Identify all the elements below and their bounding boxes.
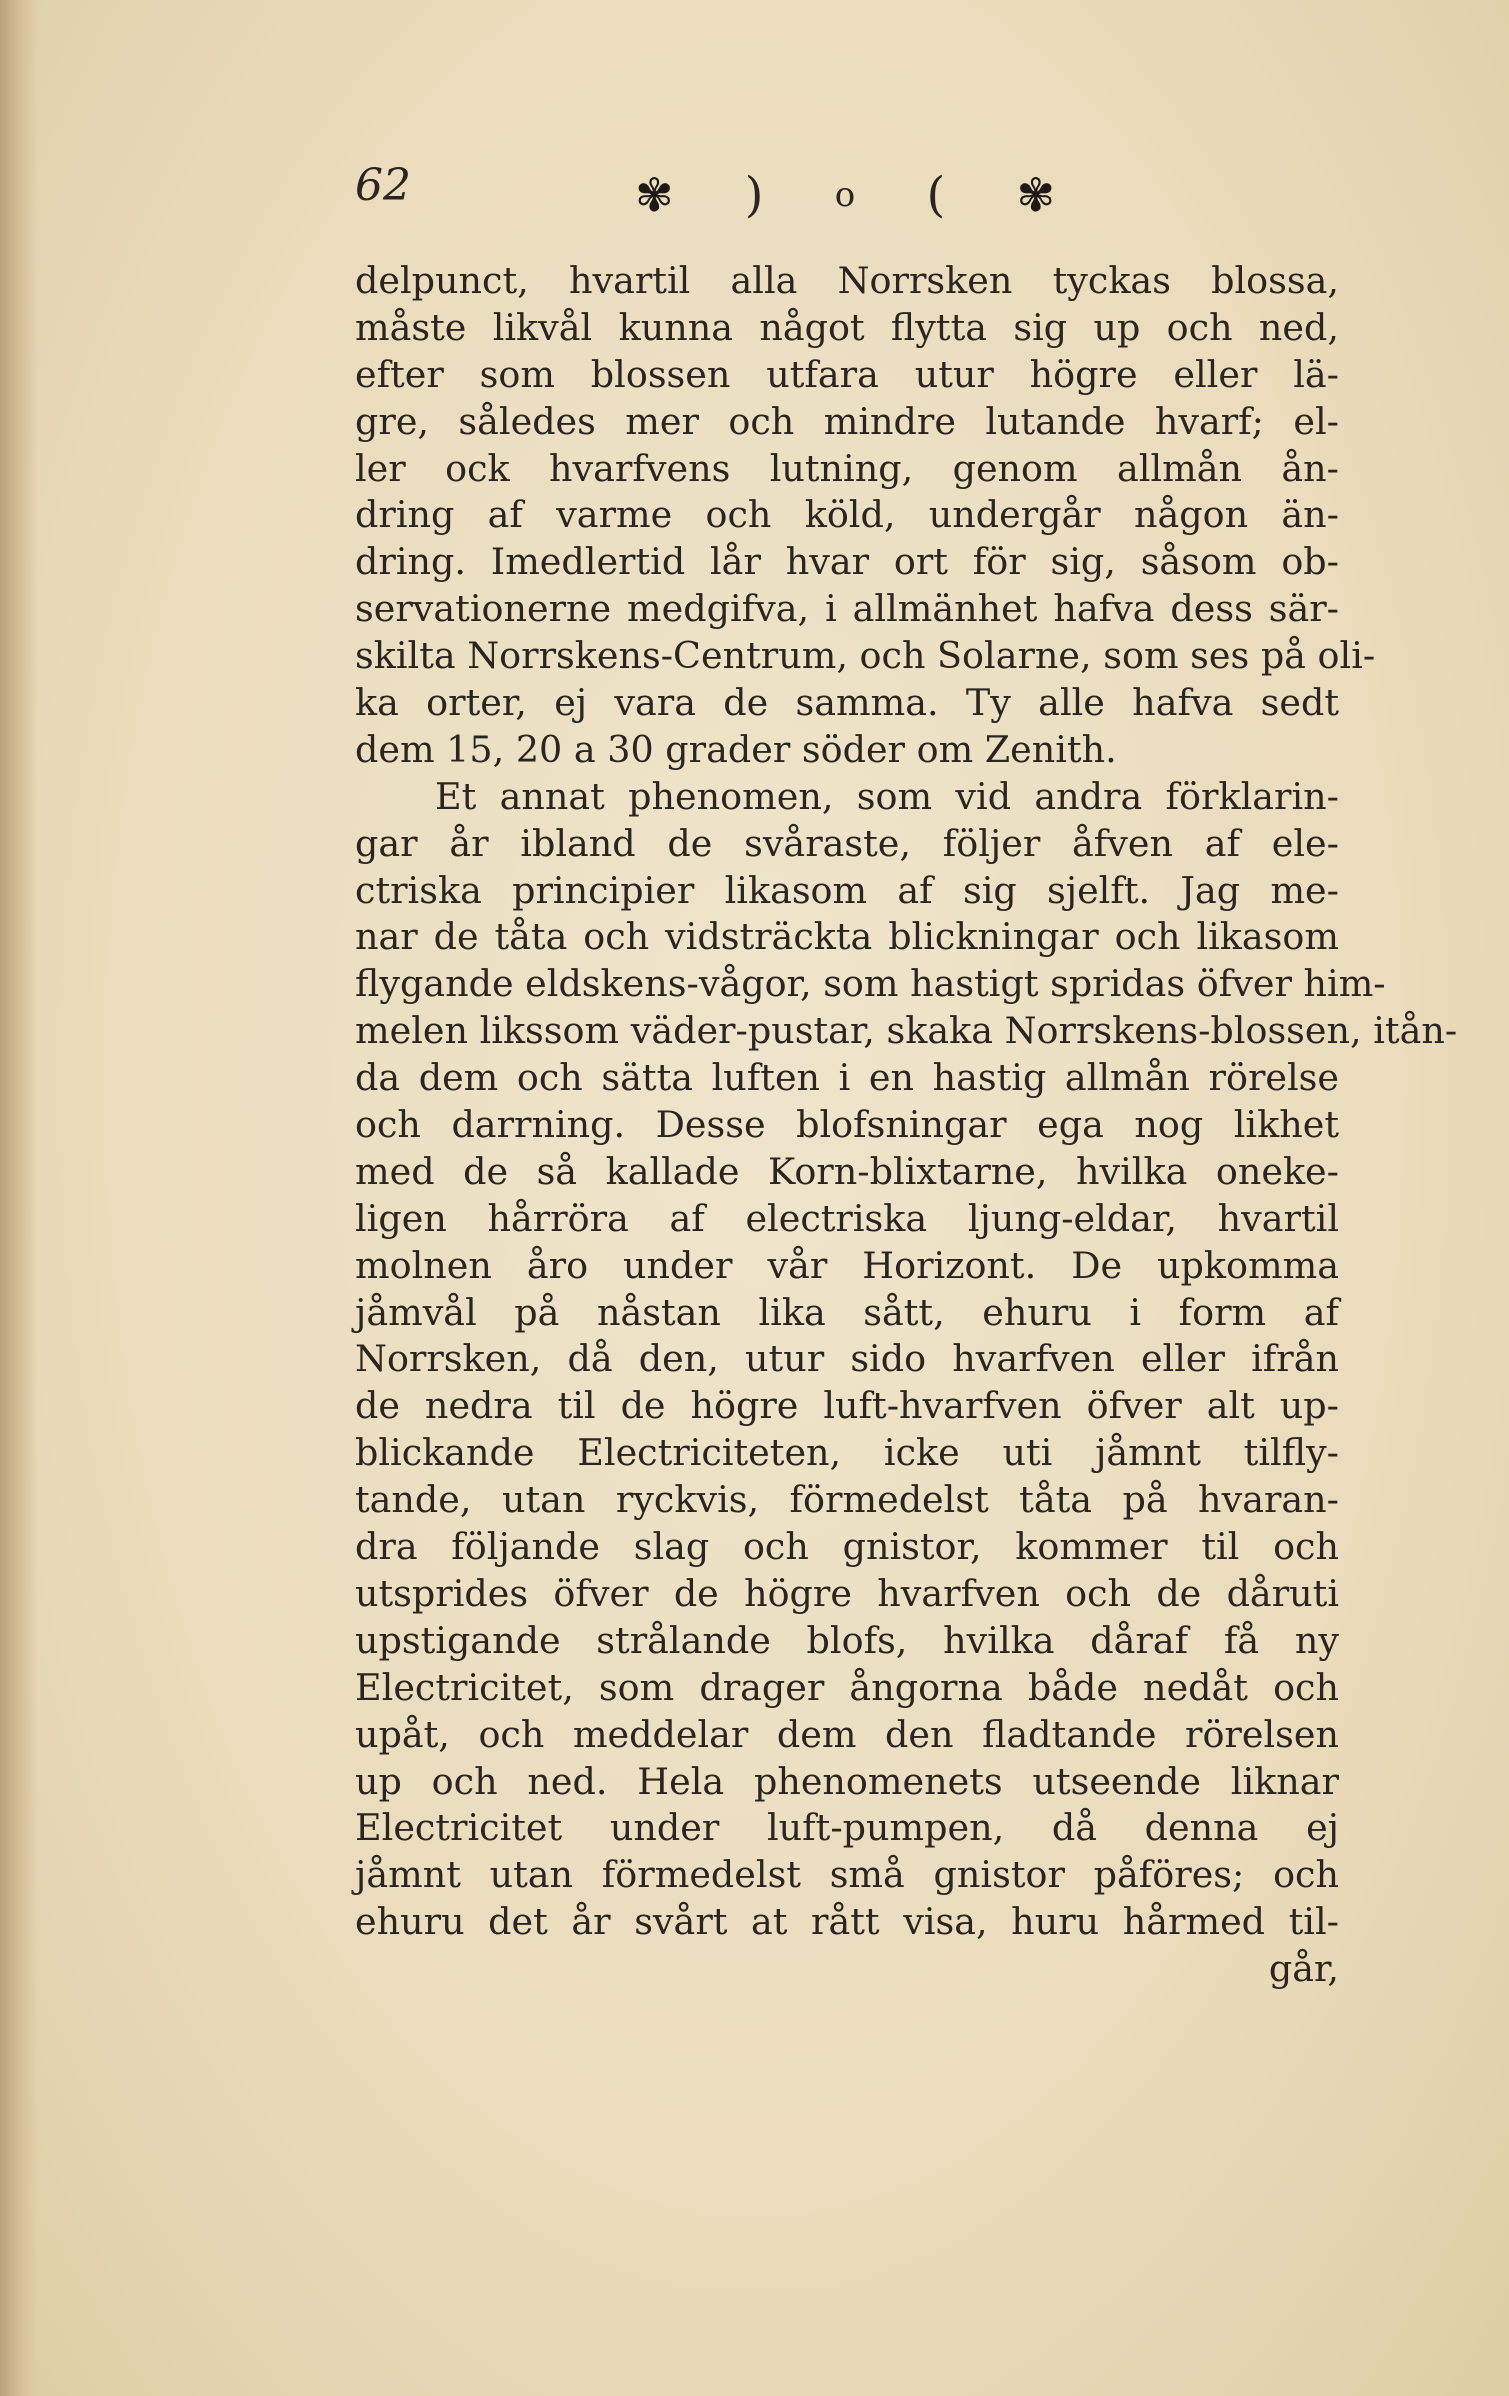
ornament-paren-left: ) [744,167,764,223]
text-line: Et annat phenomen, som vid andra förklarin- [435,774,1339,818]
header-ornament [635,160,1055,230]
text-line: tande, utan ryckvis, förmedelst tåta på hvaran- [355,1478,1339,1522]
text-line: efter som blossen utfara utur högre eller lä- [355,352,1339,396]
paragraph-1 [355,258,1376,774]
text-line: blickande Electriciteten, icke uti jåmnt tilfly- [355,1431,1339,1475]
text-line: och darrning. Desse blofsningar ega nog likhet [355,1103,1339,1147]
flower-ornament-right-icon: ✾ [1016,168,1055,222]
text-line: ligen hårröra af electriska ljung-eldar, hvartil [355,1196,1339,1240]
text-line: upstigande strålande blofs, hvilka dåraf få ny [355,1618,1339,1662]
text-line: up och ned. Hela phenomenets utseende liknar [355,1759,1339,1803]
page-header [355,160,1315,230]
ornament-paren-right: ( [926,167,946,223]
body-text [355,258,1458,1993]
text-line: nar de tåta och vidsträckta blickningar och likasom [355,915,1339,959]
text-line: skilta Norrskens-Centrum, och Solarne, som ses på oli- [355,634,1376,678]
text-line: dring. Imedlertid lår hvar ort för sig, såsom ob- [355,540,1339,584]
text-line: utsprides öfver de högre hvarfven och de dåruti [355,1571,1339,1615]
text-line: melen likssom väder-pustar, skaka Norrskens-blossen, itån- [355,1009,1458,1053]
text-line: da dem och sätta luften i en hastig allmån rörelse [355,1056,1339,1100]
flower-ornament-left-icon: ✾ [635,168,674,222]
text-line: dra följande slag och gnistor, kommer til och [355,1525,1339,1569]
text-line: Electricitet under luft-pumpen, då denna ej [355,1806,1339,1850]
text-line: molnen åro under vår Horizont. De upkomma [355,1243,1339,1287]
text-line: jåmnt utan förmedelst små gnistor påföres; och [355,1853,1339,1897]
text-line: ler ock hvarfvens lutning, genom allmån ån- [355,446,1339,490]
page-gutter [0,0,38,2396]
paragraph-2 [355,774,1458,1946]
text-line: ctriska principier likasom af sig sjelft. Jag me- [355,868,1339,912]
text-line: upåt, och meddelar dem den fladtande rörelsen [355,1712,1339,1756]
catchword: går, [1268,1947,1339,1991]
ornament-circle: o [834,175,856,215]
text-line: ka orter, ej vara de samma. Ty alle hafva sedt [355,681,1339,725]
text-line: servationerne medgifva, i allmänhet hafva dess sär- [355,587,1339,631]
text-line: med de så kallade Korn-blixtarne, hvilka oneke- [355,1149,1339,1193]
text-line: gar år ibland de svåraste, följer åfven af ele- [355,821,1339,865]
text-line: Electricitet, som drager ångorna både nedåt och [355,1665,1339,1709]
text-line: gre, således mer och mindre lutande hvarf; el- [355,399,1339,443]
page-number: 62 [355,160,411,211]
text-line: flygande eldskens-vågor, som hastigt spridas öfver him- [355,962,1386,1006]
text-line: Norrsken, då den, utur sido hvarfven eller ifrån [355,1337,1339,1381]
text-line: de nedra til de högre luft-hvarfven öfver alt up- [355,1384,1339,1428]
text-line: delpunct, hvartil alla Norrsken tyckas blossa, [355,259,1339,302]
text-line: dem 15, 20 a 30 grader söder om Zenith. [355,727,1117,771]
text-line: jåmvål på nåstan lika sått, ehuru i form af [355,1290,1339,1334]
text-line: dring af varme och köld, undergår någon än- [355,493,1339,537]
text-line: måste likvål kunna något flytta sig up och ned, [355,305,1339,349]
text-line: ehuru det år svårt at rått visa, huru hårmed til- [355,1900,1339,1944]
